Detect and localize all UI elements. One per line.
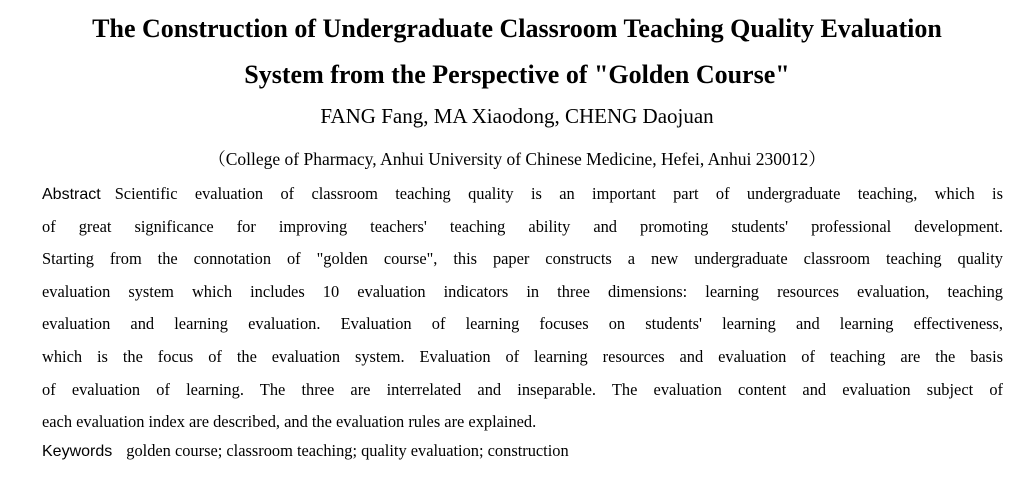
abstract-line: evaluation and learning evaluation. Evaluation of learning focuses on students' learning and learning effectiveness, xyxy=(42,314,1003,334)
abstract-line: which is the focus of the evaluation system. Evaluation of learning resources and evaluation of teaching are the basis xyxy=(42,346,1003,366)
keywords-text: golden course; classroom teaching; quality evaluation; construction xyxy=(126,441,569,460)
abstract-line: each evaluation index are described, and the evaluation rules are explained. xyxy=(42,412,537,432)
affiliation: （College of Pharmacy, Anhui University of Chinese Medicine, Hefei, Anhui 230012） xyxy=(208,149,826,169)
abstract-text: Scientific evaluation of classroom teaching quality is an important part of undergraduate teaching, which is xyxy=(114,184,1003,203)
abstract-line xyxy=(42,178,1003,211)
keywords xyxy=(42,437,569,466)
abstract xyxy=(42,178,1003,439)
abstract-line: of great significance for improving teachers' teaching ability and promoting students' professional development. xyxy=(42,216,1003,236)
title-line-1: The Construction of Undergraduate Classroom Teaching Quality Evaluation xyxy=(92,14,942,43)
authors: FANG Fang, MA Xiaodong, CHENG Daojuan xyxy=(320,104,714,128)
abstract-label: Abstract xyxy=(42,186,101,203)
title-line-2: System from the Perspective of "Golden Course" xyxy=(244,60,790,89)
keywords-label: Keywords xyxy=(42,443,113,460)
abstract-line: evaluation system which includes 10 evaluation indicators in three dimensions: learning resources evaluation, teaching xyxy=(42,281,1003,301)
abstract-line: of evaluation of learning. The three are interrelated and inseparable. The evaluation content and evaluation subject of xyxy=(42,379,1003,399)
abstract-line: Starting from the connotation of "golden course", this paper constructs a new undergraduate classroom teaching quality xyxy=(42,249,1003,269)
